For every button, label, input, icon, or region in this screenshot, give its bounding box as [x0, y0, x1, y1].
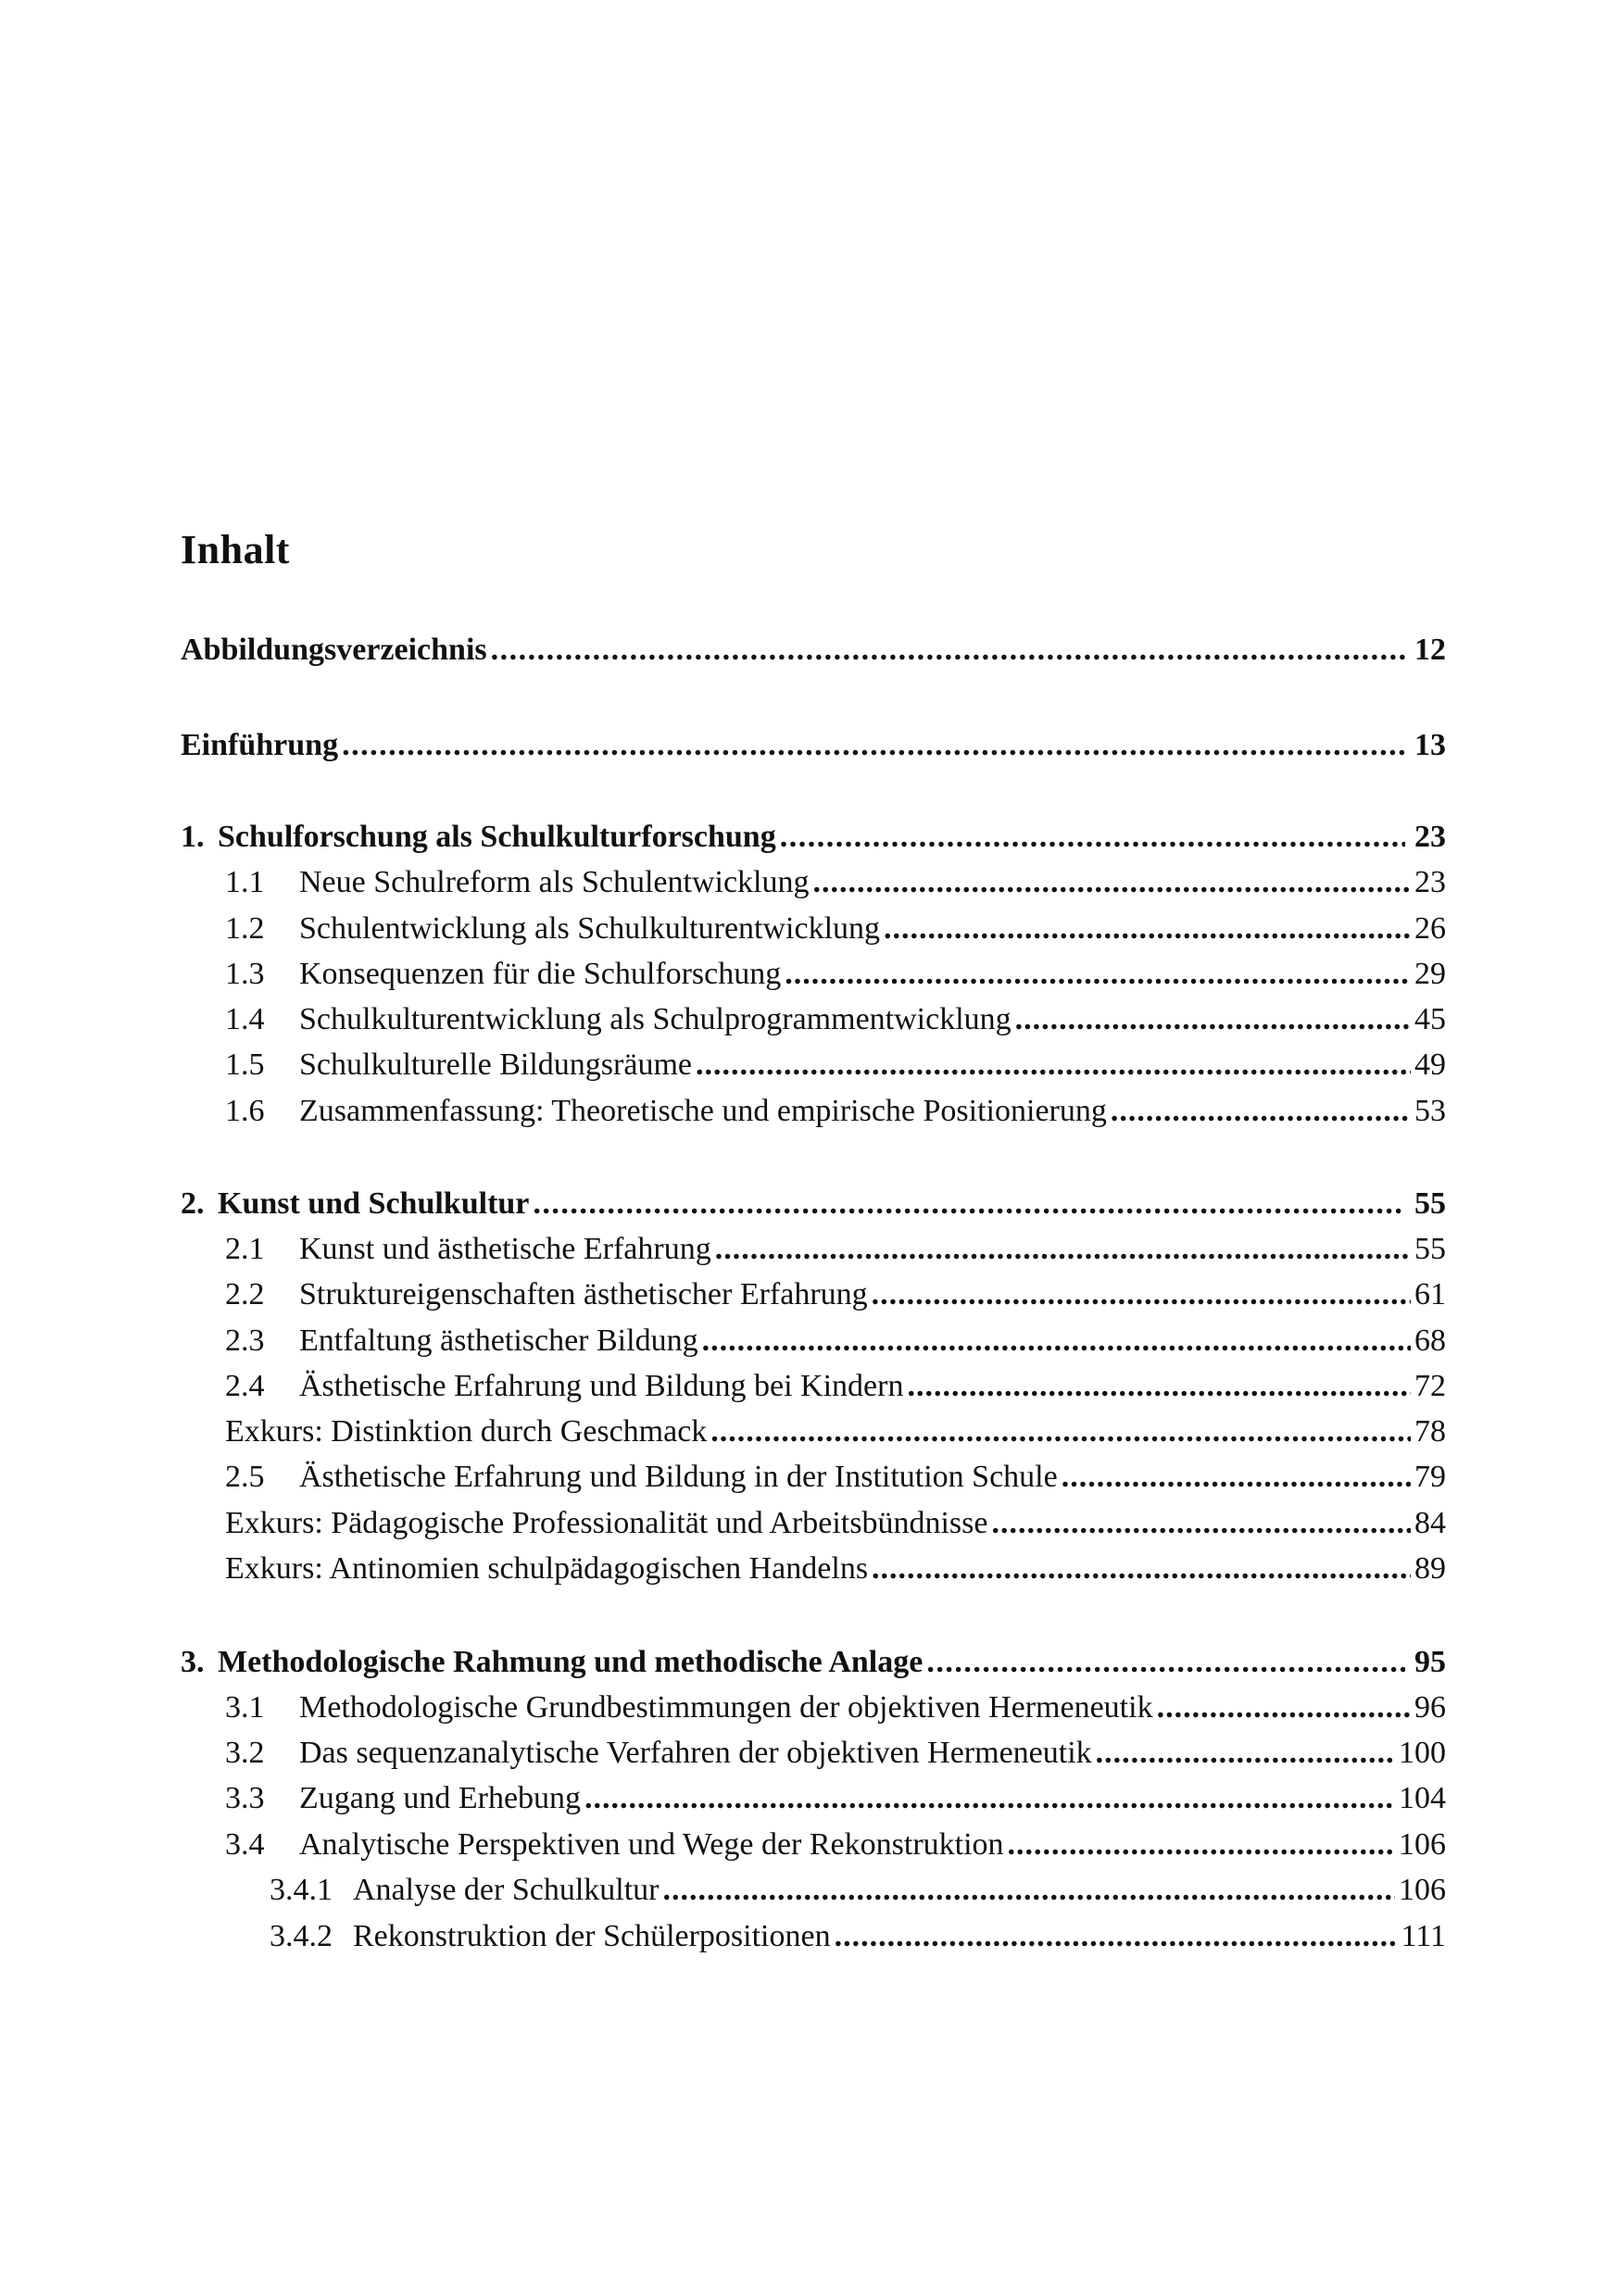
dot-leader	[1096, 1731, 1395, 1775]
toc-chapter-2[interactable]	[181, 1182, 1446, 1226]
toc-entry-title: Konsequenzen für die Schulforschung	[299, 957, 782, 991]
toc-entry-page: 61	[1414, 1277, 1446, 1311]
toc-entry-title: Zusammenfassung: Theoretische und empirische Positionierung	[299, 1094, 1107, 1128]
dot-leader	[926, 1640, 1405, 1685]
toc-entry-title: Ästhetische Erfahrung und Bildung bei Kindern	[299, 1369, 904, 1403]
toc-entry-page: 12	[1414, 633, 1446, 667]
toc-entry-title: Exkurs: Pädagogische Professionalität und Arbeitsbündnisse	[225, 1506, 988, 1540]
toc-entry-number: 1.5	[225, 1048, 265, 1082]
toc-entry-page: 53	[1414, 1094, 1446, 1128]
dot-leader	[1157, 1686, 1411, 1730]
toc-section-3-3[interactable]	[225, 1776, 1446, 1821]
toc-section-3-4[interactable]	[225, 1823, 1446, 1867]
toc-section-1-3[interactable]	[225, 952, 1446, 997]
dot-leader	[991, 1501, 1411, 1546]
toc-entry-number: 3.4.2	[270, 1919, 333, 1953]
toc-entry-title: Schulforschung als Schulkulturforschung	[218, 820, 776, 854]
dot-leader	[780, 815, 1405, 859]
dot-leader	[1015, 997, 1411, 1042]
toc-entry-number: 3.2	[225, 1736, 265, 1770]
toc-entry-page: 23	[1414, 820, 1446, 854]
toc-entry-title: Das sequenzanalytische Verfahren der objektiven Hermeneutik	[299, 1736, 1092, 1770]
toc-entry-page: 13	[1414, 728, 1446, 762]
toc-section-2-2[interactable]	[225, 1273, 1446, 1317]
toc-entry-number: 1.	[181, 820, 205, 854]
toc-entry-page: 55	[1414, 1186, 1446, 1221]
toc-entry-number: 2.	[181, 1186, 205, 1221]
toc-entry-number: 2.3	[225, 1324, 265, 1358]
dot-leader	[785, 952, 1411, 997]
toc-section-2-3[interactable]	[225, 1319, 1446, 1363]
dot-leader	[884, 907, 1411, 951]
toc-entry-number: 1.4	[225, 1002, 265, 1036]
toc-entry-page: 106	[1399, 1873, 1446, 1907]
toc-entry-title: Schulentwicklung als Schulkulturentwicklung	[299, 911, 881, 946]
toc-entry-title: Kunst und ästhetische Erfahrung	[299, 1232, 711, 1266]
toc-entry-page: 95	[1414, 1645, 1446, 1679]
toc-section-3-2[interactable]	[225, 1731, 1446, 1775]
toc-entry-number: 1.3	[225, 957, 265, 991]
toc-entry-title: Methodologische Grundbestimmungen der objektiven Hermeneutik	[299, 1690, 1153, 1725]
toc-entry-number: 2.2	[225, 1277, 265, 1311]
toc-subsection-3-4-2[interactable]	[270, 1914, 1446, 1959]
toc-entry-number: 3.4	[225, 1827, 265, 1862]
toc-entry-number: 2.1	[225, 1232, 265, 1266]
toc-excursus-professionalitaet[interactable]	[225, 1501, 1446, 1546]
page-title: Inhalt	[181, 527, 290, 572]
dot-leader	[872, 1273, 1411, 1317]
toc-entry-page: 96	[1414, 1690, 1446, 1725]
toc-entry-page: 68	[1414, 1324, 1446, 1358]
dot-leader	[696, 1043, 1411, 1087]
toc-entry-title: Zugang und Erhebung	[299, 1781, 582, 1815]
toc-entry-number: 2.4	[225, 1369, 265, 1403]
toc-section-1-1[interactable]	[225, 860, 1446, 905]
toc-section-2-5[interactable]	[225, 1455, 1446, 1499]
toc-entry-title: Schulkulturentwicklung als Schulprogrammentwicklung	[299, 1002, 1012, 1036]
toc-section-1-5[interactable]	[225, 1043, 1446, 1087]
dot-leader	[907, 1364, 1411, 1409]
toc-entry-number: 1.1	[225, 865, 265, 899]
toc-entry-page: 23	[1414, 865, 1446, 899]
toc-entry-title: Neue Schulreform als Schulentwicklung	[299, 865, 810, 899]
toc-entry-page: 111	[1401, 1919, 1446, 1953]
dot-leader	[491, 628, 1405, 672]
toc-chapter-3[interactable]	[181, 1640, 1446, 1685]
dot-leader	[872, 1547, 1411, 1591]
toc-entry-page: 45	[1414, 1002, 1446, 1036]
dot-leader	[533, 1182, 1405, 1226]
toc-entry-title: Ästhetische Erfahrung und Bildung in der Institution Schule	[299, 1460, 1058, 1494]
toc-excursus-antinomien[interactable]	[225, 1547, 1446, 1591]
dot-leader	[584, 1776, 1395, 1821]
toc-entry-page: 78	[1414, 1414, 1446, 1449]
toc-entry-title: Entfaltung ästhetischer Bildung	[299, 1324, 698, 1358]
dot-leader	[342, 723, 1405, 768]
toc-entry-number: 1.6	[225, 1094, 265, 1128]
toc-section-1-2[interactable]	[225, 907, 1446, 951]
toc-entry-title: Methodologische Rahmung und methodische Anlage	[218, 1645, 924, 1679]
toc-entry-number: 1.2	[225, 911, 265, 946]
dot-leader	[835, 1914, 1398, 1959]
toc-entry-title: Einführung	[181, 728, 339, 762]
toc-section-2-1[interactable]	[225, 1227, 1446, 1272]
toc-entry-page: 79	[1414, 1460, 1446, 1494]
toc-subsection-3-4-1[interactable]	[270, 1868, 1446, 1913]
toc-entry-title: Abbildungsverzeichnis	[181, 633, 487, 667]
toc-entry-number: 2.5	[225, 1460, 265, 1494]
toc-entry-page: 104	[1399, 1781, 1446, 1815]
toc-section-1-4[interactable]	[225, 997, 1446, 1042]
toc-entry-number: 3.1	[225, 1690, 265, 1725]
toc-entry-title: Exkurs: Distinktion durch Geschmack	[225, 1414, 708, 1449]
toc-chapter-1[interactable]	[181, 815, 1446, 859]
toc-entry-page: 55	[1414, 1232, 1446, 1266]
dot-leader	[710, 1410, 1411, 1454]
toc-section-3-1[interactable]	[225, 1686, 1446, 1730]
toc-entry-title: Analytische Perspektiven und Wege der Rekonstruktion	[299, 1827, 1004, 1862]
toc-entry-page: 49	[1414, 1048, 1446, 1082]
toc-entry-title: Exkurs: Antinomien schulpädagogischen Handelns	[225, 1551, 869, 1586]
toc-entry-page: 106	[1399, 1827, 1446, 1862]
toc-entry-page: 100	[1399, 1736, 1446, 1770]
toc-entry-abbildungsverzeichnis[interactable]	[181, 628, 1446, 672]
dot-leader	[702, 1319, 1411, 1363]
toc-entry-page: 84	[1414, 1506, 1446, 1540]
toc-entry-title: Kunst und Schulkultur	[218, 1186, 530, 1221]
dot-leader	[812, 860, 1411, 905]
toc-entry-title: Analyse der Schulkultur	[353, 1873, 660, 1907]
toc-entry-number: 3.	[181, 1645, 205, 1679]
toc-entry-number: 3.4.1	[270, 1873, 333, 1907]
toc-section-2-4[interactable]	[225, 1364, 1446, 1409]
dot-leader	[663, 1868, 1396, 1913]
toc-entry-einfuehrung[interactable]	[181, 723, 1446, 768]
toc-excursus-distinktion[interactable]	[225, 1410, 1446, 1454]
toc-entry-title: Schulkulturelle Bildungsräume	[299, 1048, 692, 1082]
dot-leader	[715, 1227, 1411, 1272]
dot-leader	[1111, 1089, 1411, 1134]
toc-entry-number: 3.3	[225, 1781, 265, 1815]
toc-entry-page: 26	[1414, 911, 1446, 946]
toc-entry-title: Struktureigenschaften ästhetischer Erfahrung	[299, 1277, 868, 1311]
dot-leader	[1062, 1455, 1411, 1499]
toc-entry-page: 89	[1414, 1551, 1446, 1586]
toc-entry-page: 29	[1414, 957, 1446, 991]
toc-entry-title: Rekonstruktion der Schülerpositionen	[353, 1919, 831, 1953]
toc-entry-page: 72	[1414, 1369, 1446, 1403]
toc-section-1-6[interactable]	[225, 1089, 1446, 1134]
dot-leader	[1008, 1823, 1395, 1867]
